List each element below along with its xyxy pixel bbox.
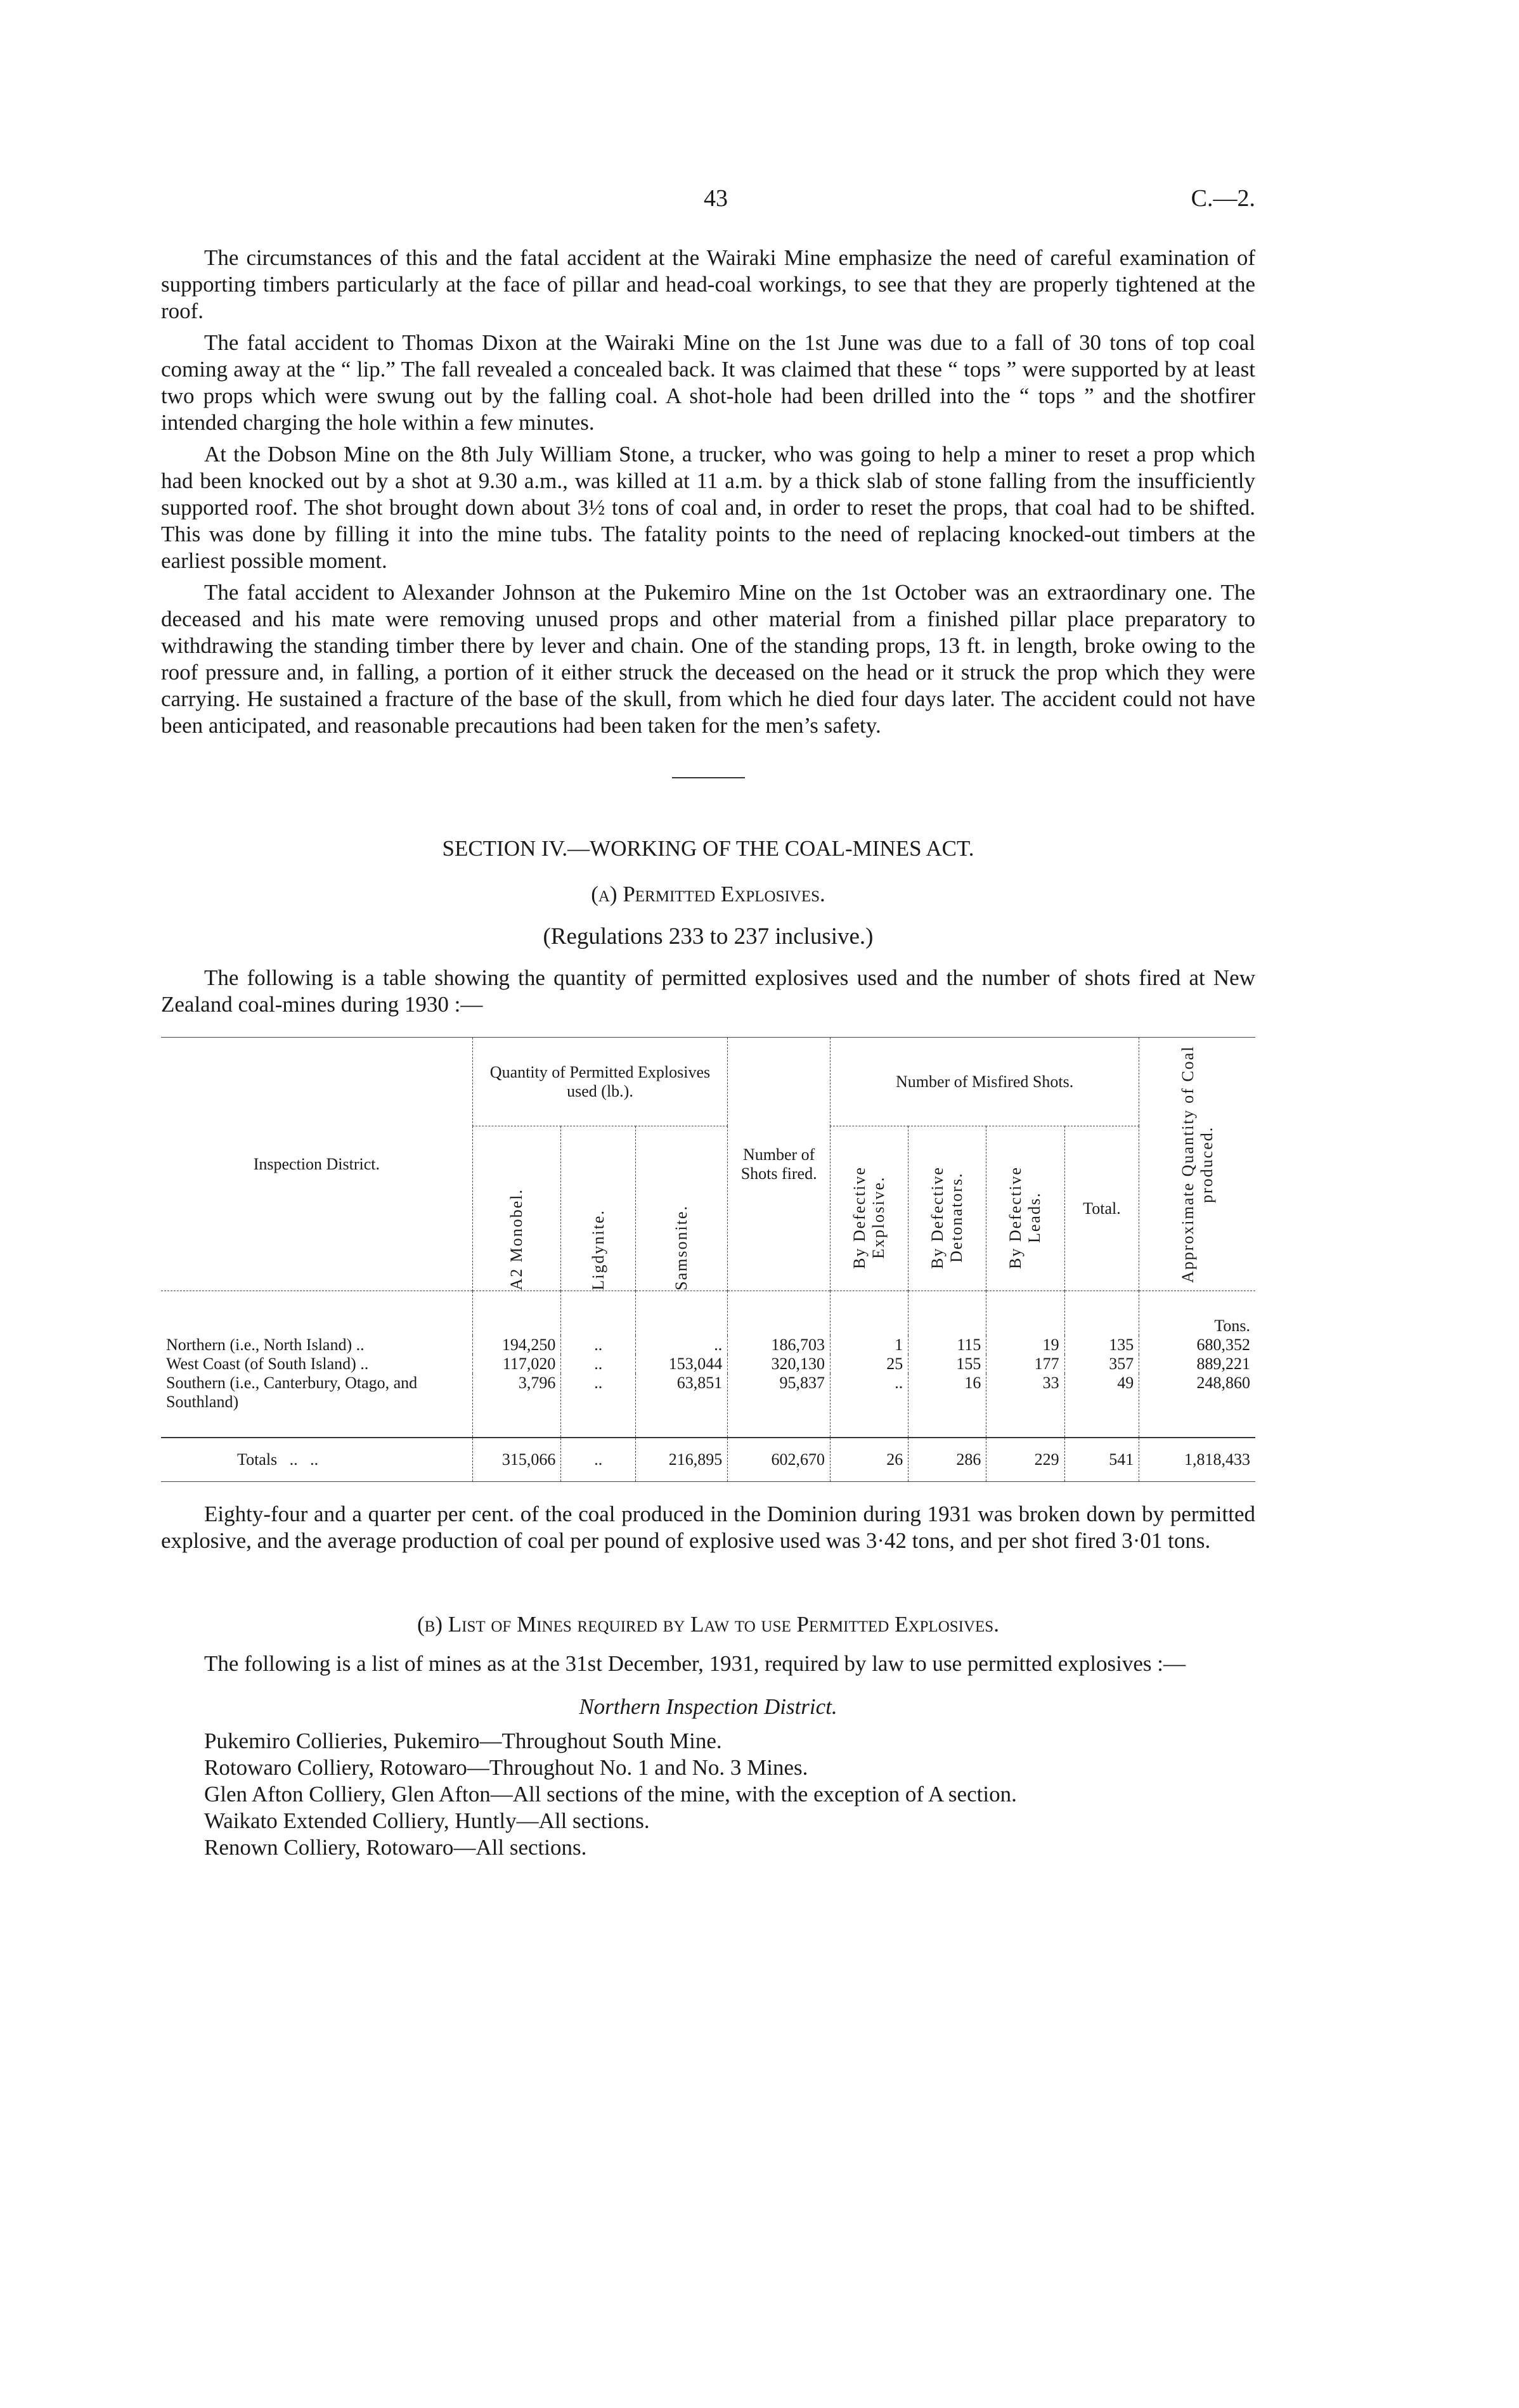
cell: 63,851 [636, 1374, 728, 1438]
cell: 320,130 [728, 1355, 831, 1374]
list-item: Renown Colliery, Rotowaro—All sections. [204, 1835, 587, 1860]
section-title: SECTION IV.—WORKING OF THE COAL-MINES ACT. [442, 836, 974, 861]
list-item: Waikato Extended Colliery, Huntly—All sections. [204, 1808, 650, 1833]
cell: 16 [908, 1374, 986, 1438]
paragraph: The circumstances of this and the fatal accident at the Wairaki Mine emphasize the need of careful examination of supporting timbers particularly at the face of pillar and head-coal workings, to see that they are properly tightened at the roof. [161, 245, 1255, 323]
cell: 357 [1064, 1355, 1139, 1374]
cell: .. [561, 1336, 636, 1355]
cell: 680,352 [1139, 1336, 1255, 1355]
table-row [161, 1374, 1255, 1438]
cell: 541 [1064, 1438, 1139, 1482]
page-number: 43 [704, 185, 728, 212]
header-ligdynite: Ligdynite. [588, 1209, 607, 1291]
header-by-explosive: By Defective Explosive. [850, 1166, 888, 1269]
explosives-table [161, 1037, 1255, 1482]
cell: 25 [830, 1355, 908, 1374]
document-code: C.—2. [1191, 185, 1255, 212]
totals-label: Totals .. .. [237, 1450, 319, 1469]
cell-district: Northern (i.e., North Island) .. [166, 1335, 365, 1354]
header-misfired: Number of Misfired Shots. [830, 1038, 1139, 1126]
regulations: (Regulations 233 to 237 inclusive.) [543, 924, 874, 950]
cell: .. [636, 1336, 728, 1355]
cell: 33 [986, 1374, 1064, 1438]
cell: .. [561, 1374, 636, 1438]
cell-district: Southern (i.e., Canterbury, Otago, and Southland) [166, 1373, 418, 1411]
cell: 155 [908, 1355, 986, 1374]
cell: 49 [1064, 1374, 1139, 1438]
cell: 315,066 [472, 1438, 561, 1482]
mines-list [161, 1728, 1255, 1861]
cell: 248,860 [1139, 1374, 1255, 1438]
header-quantity: Quantity of Permitted Explosives used (lb.). [472, 1038, 728, 1126]
cell: 1 [830, 1336, 908, 1355]
list-item: Pukemiro Collieries, Pukemiro—Throughout South Mine. [204, 1729, 722, 1753]
paragraph: The following is a table showing the quantity of permitted explosives used and the number of shots fired at New Zealand coal-mines during 1930 :— [161, 965, 1255, 1017]
cell: 889,221 [1139, 1355, 1255, 1374]
cell: .. [561, 1355, 636, 1374]
cell: 19 [986, 1336, 1064, 1355]
cell: .. [561, 1438, 636, 1482]
subsection-title: (a) Permitted Explosives. [591, 882, 825, 906]
cell: 216,895 [636, 1438, 728, 1482]
page-header [161, 184, 1255, 222]
totals-row [161, 1438, 1255, 1482]
cell: 26 [830, 1438, 908, 1482]
cell-district: West Coast (of South Island) .. [166, 1354, 369, 1373]
cell: 117,020 [472, 1355, 561, 1374]
cell: 186,703 [728, 1336, 831, 1355]
list-item: Rotowaro Colliery, Rotowaro—Throughout No. 1 and No. 3 Mines. [204, 1755, 808, 1780]
cell: 229 [986, 1438, 1064, 1482]
list-item: Glen Afton Colliery, Glen Afton—All sections of the mine, with the exception of A section. [204, 1782, 1017, 1806]
subsection-title: (b) List of Mines required by Law to use Permitted Explosives. [417, 1612, 999, 1637]
paragraph: The following is a list of mines as at the 31st December, 1931, required by law to use permitted explosives :— [204, 1651, 1186, 1676]
header-coal: Approximate Quantity of Coal produced. [1178, 1045, 1216, 1283]
cell: 115 [908, 1336, 986, 1355]
cell: 602,670 [728, 1438, 831, 1482]
divider [672, 777, 745, 778]
cell: 153,044 [636, 1355, 728, 1374]
district-heading: Northern Inspection District. [579, 1694, 837, 1719]
page [161, 0, 1255, 1899]
table-row [161, 1355, 1255, 1374]
cell: .. [830, 1374, 908, 1438]
paragraph: The fatal accident to Thomas Dixon at the Wairaki Mine on the 1st June was due to a fall of 30 tons of top coal coming away at the “ lip.” The fall revealed a concealed back. It was claimed that these “ tops ” were supported by at least two props which were swung out by the falling coal. A shot-hole had been drilled into the “ tops ” and the shotfirer intended charging the hole within a few minutes. [161, 330, 1255, 435]
cell: 177 [986, 1355, 1064, 1374]
header-total: Total. [1064, 1126, 1139, 1291]
paragraph: The fatal accident to Alexander Johnson at the Pukemiro Mine on the 1st October was an extraordinary one. The deceased and his mate were removing unused props and other material from a finished pillar place preparatory to withdrawing the standing timber there by lever and chain. One of the standing props, 13 ft. in length, broke owing to the roof pressure and, in falling, a portion of it either struck the deceased on the head or it struck the prop which they were carrying. He sustained a fracture of the base of the skull, from which he died four days later. The accident could not have been anticipated, and reasonable precautions had been taken for the men’s safety. [161, 580, 1255, 738]
header-by-detonators: By Defective Detonators. [928, 1166, 966, 1269]
header-district: Inspection District. [253, 1154, 380, 1173]
cell: 135 [1064, 1336, 1139, 1355]
header-samsonite: Samsonite. [672, 1205, 691, 1291]
table-row [161, 1336, 1255, 1355]
tons-unit: Tons. [1139, 1291, 1255, 1336]
header-a2: A2 Monobel. [507, 1188, 526, 1291]
paragraph: At the Dobson Mine on the 8th July William Stone, a trucker, who was going to help a miner to reset a prop which had been knocked out by a shot at 9.30 a.m., was killed at 11 a.m. by a thick slab of stone falling from the insufficiently supported roof. The shot brought down about 3½ tons of coal and, in order to reset the props, that coal had to be shifted. This was done by filling it into the mine tubs. The fatality points to the need of replacing knocked-out timbers at the earliest possible moment. [161, 442, 1255, 573]
cell: 1,818,433 [1139, 1438, 1255, 1482]
paragraph: Eighty-four and a quarter per cent. of the coal produced in the Dominion during 1931 was broken down by permitted explosive, and the average production of coal per pound of explosive used was 3·42 tons, and per shot fired 3·01 tons. [161, 1502, 1255, 1553]
header-by-leads: By Defective Leads. [1006, 1166, 1044, 1269]
cell: 3,796 [472, 1374, 561, 1438]
cell: 286 [908, 1438, 986, 1482]
cell: 194,250 [472, 1336, 561, 1355]
header-shots: Number of Shots fired. [728, 1038, 831, 1291]
cell: 95,837 [728, 1374, 831, 1438]
